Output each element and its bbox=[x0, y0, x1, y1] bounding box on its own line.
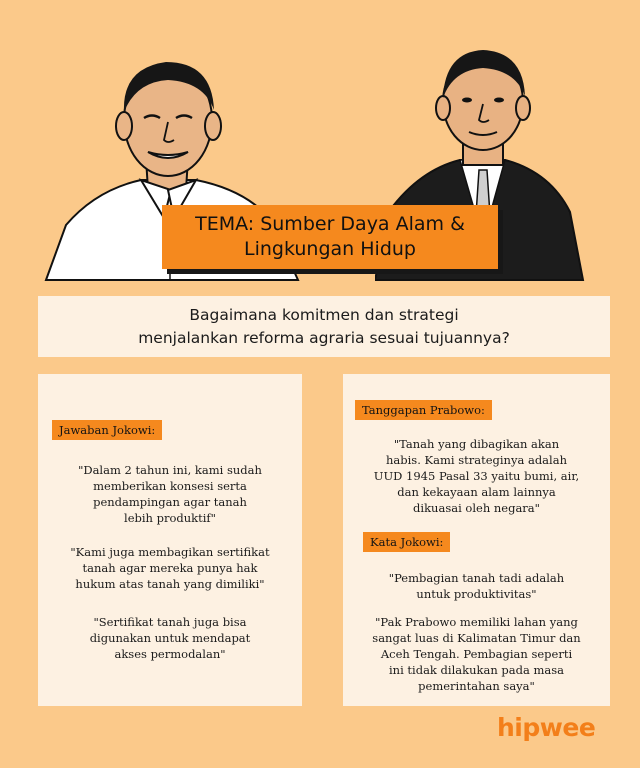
hipwee-logo: hipwee bbox=[497, 713, 596, 742]
prabowo-response-tag: Tanggapan Prabowo: bbox=[355, 400, 492, 420]
jokowi-quote-2: "Kami juga membagikan sertifikat tanah agar mereka punya hak hukum atas tanah yang dimiliki" bbox=[70, 545, 270, 591]
jokowi-quote-3: "Sertifikat tanah juga bisa digunakan untuk mendapat akses permodalan" bbox=[89, 615, 251, 661]
question-box bbox=[38, 296, 610, 357]
jokowi-reply-tag: Kata Jokowi: bbox=[363, 532, 450, 552]
prabowo-response-panel bbox=[343, 374, 610, 706]
jokowi-reply-quote-2: "Pak Prabowo memiliki lahan yang sangat luas di Kalimatan Timur dan Aceh Tengah. Pembagian seperti ini tidak dilakukan pada masa pemerintahan saya" bbox=[372, 615, 581, 693]
jokowi-reply-quote-1: "Pembagian tanah tadi adalah untuk produktivitas" bbox=[388, 571, 565, 601]
jokowi-answer-panel bbox=[38, 374, 302, 706]
prabowo-quote: "Tanah yang dibagikan akan habis. Kami strateginya adalah UUD 1945 Pasal 33 yaitu bumi, air, dan kekayaan alam lainnya dikuasai oleh negara" bbox=[373, 437, 580, 515]
question-line-1: Bagaimana komitmen dan strategi bbox=[189, 305, 459, 324]
jokowi-quote-1: "Dalam 2 tahun ini, kami sudah memberikan konsesi serta pendampingan agar tanah lebih produktif" bbox=[78, 463, 262, 525]
theme-title-line-1: TEMA: Sumber Daya Alam & bbox=[195, 213, 465, 235]
question-line-2: menjalankan reforma agraria sesuai tujuannya? bbox=[138, 328, 510, 347]
theme-title-line-2: Lingkungan Hidup bbox=[244, 238, 416, 260]
theme-title-box bbox=[162, 205, 498, 269]
jokowi-answer-tag: Jawaban Jokowi: bbox=[52, 420, 162, 440]
